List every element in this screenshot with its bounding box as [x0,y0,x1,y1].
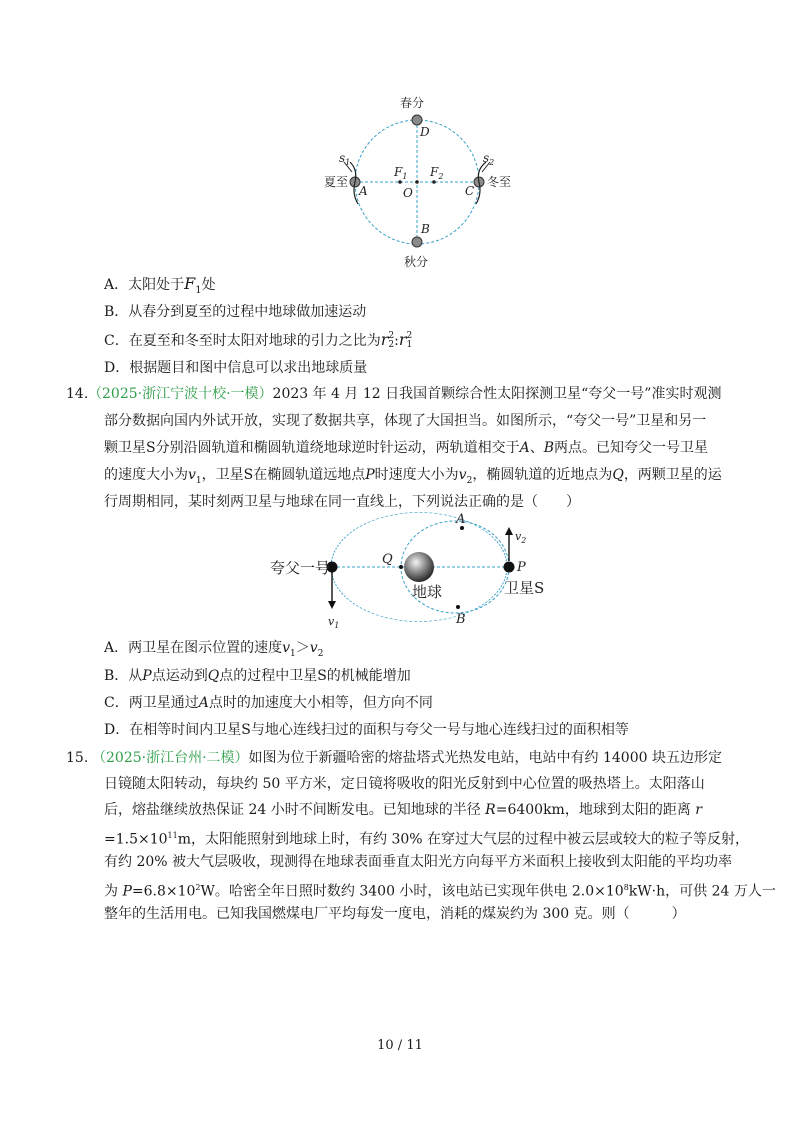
label-v1: $v_1$ [328,615,340,630]
q13-option-c: C．在夏至和冬至时太阳对地球的引力之比为r 2 2 :r 2 1 [104,330,413,350]
q15-line-5: 有约 20% 被大气层吸收，现测得在地球表面垂直太阳光方向每平方米面积上接收到太阳能的平均功率 [104,854,733,870]
earth [404,552,434,582]
satellite-s [504,562,515,573]
label-b: B [421,222,430,236]
v1-arrowhead [328,601,336,609]
label-summer: 夏至 [324,175,349,189]
q15-line-7: 整年的生活用电。已知我国燃煤电厂平均每发一度电，消耗的煤炭约为 300 克。则（ ） [104,906,686,922]
q15-line-3: 后，熔盐继续放热保证 24 小时不间断发电。已知地球的半径 R=6400km，地球到太阳的距离 r [104,802,702,818]
label-satellite-s: 卫星S [504,579,545,597]
label-p: P [517,560,526,575]
label-d: D [420,125,430,139]
q15-line-1: （2025·浙江台州·二模）如图为位于新疆哈密的熔盐塔式光热发电站，电站中有约 14000 块五边形定 [92,750,722,766]
label-v2: $v_2$ [515,530,527,545]
earth-autumn [412,237,422,247]
label-b: B [456,612,466,627]
label-earth: 地球 [412,583,443,601]
v2-arrowhead [505,527,513,535]
q15-source: （2025·浙江台州·二模） [92,750,249,766]
label-s2: $s_2$ [483,151,495,167]
label-a: A [359,184,368,198]
label-autumn: 秋分 [404,255,429,269]
q14-option-b: B．从P点运动到Q点的过程中卫星S的机械能增加 [104,668,411,684]
focus-f2 [432,180,436,184]
label-winter: 冬至 [487,175,512,189]
q15-line-2: 日镜随太阳转动，每块约 50 平方米，定日镜将吸收的阳光反射到中心位置的吸热塔上。太阳落山 [104,776,705,792]
q14-source: （2025·浙江宁波十校·一模） [88,386,273,402]
q14-line-2: 部分数据向国内外试开放，实现了数据共享，体现了大国担当。如图所示，“夸父一号”卫星和另一 [104,413,707,429]
label-kuafu: 夸父一号 [270,559,331,577]
q14-line-5: 行周期相同，某时刻两卫星与地球在同一直线上，下列说法正确的是（ ） [104,494,580,510]
q14-option-a: A．两卫星在图示位置的速度$v_1>v_2$ [104,640,324,659]
satellite-orbit-figure [270,505,560,630]
q14-option-c: C．两卫星通过A点时的加速度大小相等，但方向不同 [104,695,433,711]
q15-line-6: 为 $P=6.8\times 10^2W$。哈密全年日照时数约 3400 小时，该电站已实现年供电 $2.0\times 10^8kW\cdot h$，可供 24 万人一 [104,883,776,900]
q14-number: 14. [66,386,89,402]
q14-line-3: 颗卫星S分别沿圆轨道和椭圆轨道绕地球逆时针运动，两轨道相交于A、B两点。已知夸父一号卫星 [104,440,709,456]
q13-option-b: B．从春分到夏至的过程中地球做加速运动 [104,304,367,320]
label-o: O [403,186,413,200]
q14-option-d: D．在相等时间内卫星S与地心连线扫过的面积与夸父一号与地心连线扫过的面积相等 [104,722,629,738]
focus-o [415,180,419,184]
orbit-seasons-figure [324,90,530,270]
label-c: C [465,184,475,198]
label-f2: $F_2$ [430,165,444,181]
q15-number: 15. [66,750,89,766]
point-q [399,565,403,569]
label-spring: 春分 [400,96,425,110]
focus-f1 [398,180,402,184]
label-q: Q [382,552,393,567]
point-b [456,605,460,609]
q13-option-d: D．根据题目和图中信息可以求出地球质量 [104,360,368,376]
q14-line-1: （2025·浙江宁波十校·一模）2023 年 4 月 12 日我国首颗综合性太阳探测卫星“夸父一号”准实时观测 [88,386,722,402]
earth-spring [412,115,422,125]
q14-line-4: 的速度大小为$v_1$，卫星S在椭圆轨道远地点P时速度大小为$v_2$，椭圆轨道的近地点为Q，两颗卫星的运 [104,467,722,486]
q15-line-4: $=1.5\times 10^{11}m$，太阳能照射到地球上时，有约 30% 在穿过大气层的过程中被云层或较大的粒子等反射， [104,831,750,848]
page-number: 10 / 11 [377,1038,423,1053]
q13-option-a: A．太阳处于$F_1$处 [104,274,216,296]
label-a: A [456,512,466,527]
label-s1: $s_1$ [339,151,351,167]
label-f1: $F_1$ [394,165,408,181]
